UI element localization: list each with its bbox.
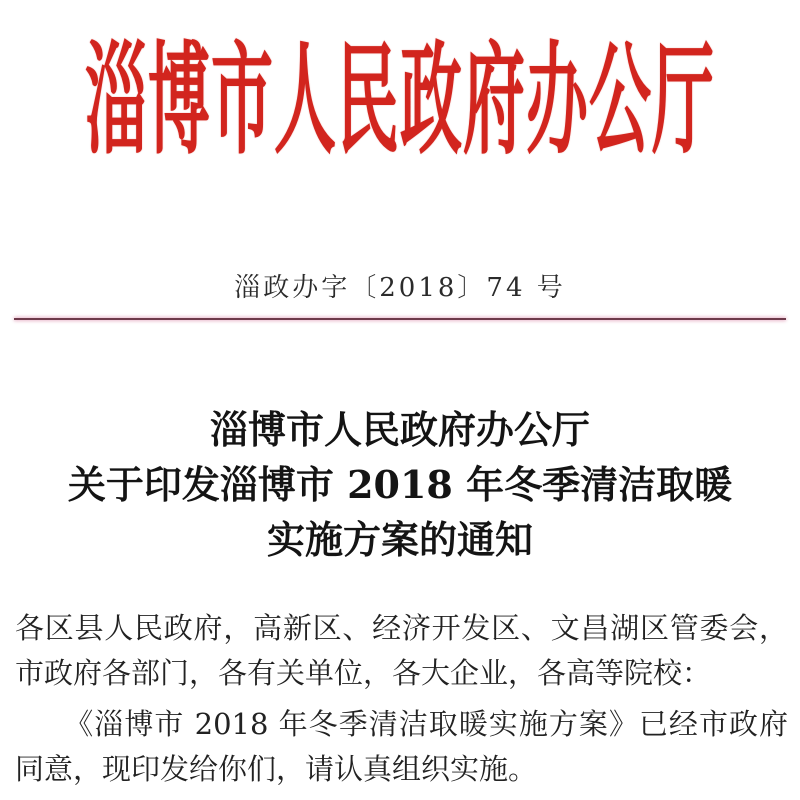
body-paragraph: 《淄博市 2018 年冬季清洁取暖实施方案》已经市政府同意，现印发给你们，请认真组织实施。	[15, 707, 788, 786]
document-title	[40, 402, 760, 567]
title-line-1: 淄博市人民政府办公厅	[209, 407, 590, 452]
document-body	[15, 606, 788, 792]
title-line-2: 关于印发淄博市 2018 年冬季清洁取暖	[67, 462, 733, 507]
agency-name: 淄博市人民政府办公厅	[84, 28, 715, 171]
title-line-3: 实施方案的通知	[266, 517, 533, 562]
doc-number: 淄政办字〔2018〕74 号	[234, 273, 566, 303]
masthead	[0, 18, 800, 171]
red-divider-rule	[14, 318, 786, 320]
salutation-paragraph: 各区县人民政府，高新区、经济开发区、文昌湖区管委会，市政府各部门，各有关单位，各大企业，各高等院校：	[15, 611, 788, 690]
